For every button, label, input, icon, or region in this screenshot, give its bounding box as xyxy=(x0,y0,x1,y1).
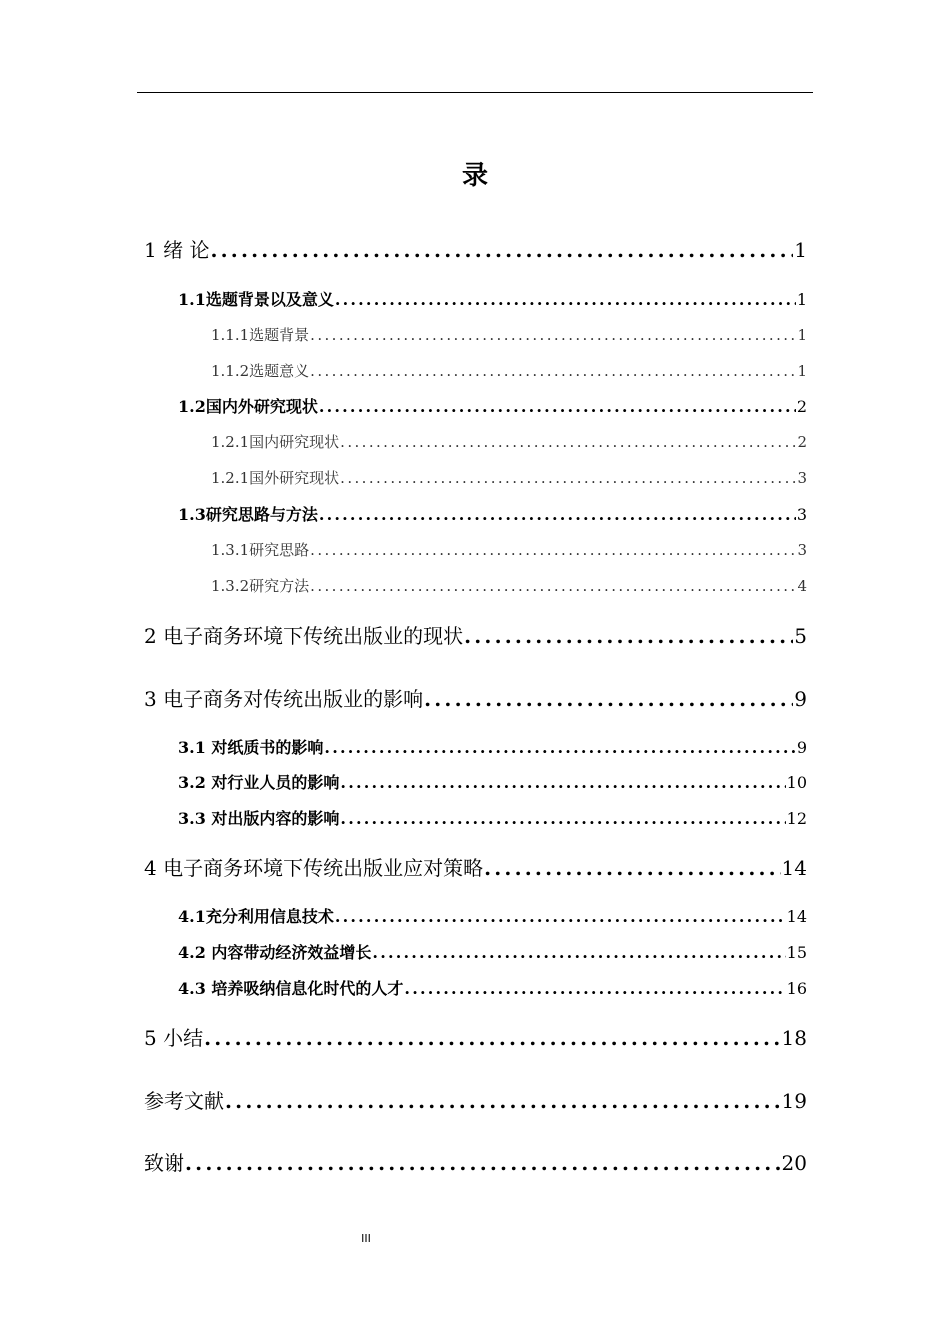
toc-page-number: 1 xyxy=(797,326,807,344)
toc-dot-leader xyxy=(225,1087,781,1115)
toc-dot-leader xyxy=(310,540,796,560)
toc-page-number: 1 xyxy=(794,238,807,262)
toc-entry-label: 4 电子商务环境下传统出版业应对策略 xyxy=(144,856,484,880)
toc-entry-level2[interactable] xyxy=(178,906,807,928)
toc-page-number: 1 xyxy=(796,290,807,309)
toc-entry-label: 参考文献 xyxy=(144,1089,224,1113)
page-number-footer: III xyxy=(361,1232,371,1245)
toc-entry-label: 致谢 xyxy=(144,1151,184,1175)
toc-entry-label: 1.2国内外研究现状 xyxy=(178,397,318,416)
toc-dot-leader xyxy=(484,854,780,882)
toc-entry-level3[interactable] xyxy=(211,576,807,596)
toc-entry-level1[interactable] xyxy=(144,854,807,882)
toc-page-number: 9 xyxy=(794,687,807,711)
toc-entry-label: 1.2.1国内研究现状 xyxy=(211,433,340,451)
toc-dot-leader xyxy=(310,325,796,345)
toc-page-number: 20 xyxy=(781,1151,807,1175)
toc-entry-label: 3.3 对出版内容的影响 xyxy=(178,809,340,828)
toc-dot-leader xyxy=(464,622,793,650)
toc-dot-leader xyxy=(404,978,785,1000)
toc-page-number: 15 xyxy=(786,943,807,962)
toc-entry-level1[interactable] xyxy=(144,1024,807,1052)
toc-entry-level3[interactable] xyxy=(211,468,807,488)
toc-dot-leader xyxy=(340,808,785,830)
toc-entry-level2[interactable] xyxy=(178,772,807,794)
toc-entry-label: 1.1.1选题背景 xyxy=(211,326,310,344)
toc-entry-label: 1.2.1国外研究现状 xyxy=(211,469,340,487)
toc-page-number: 12 xyxy=(786,809,807,828)
toc-entry-level3[interactable] xyxy=(211,432,807,452)
toc-page-number: 3 xyxy=(796,505,807,524)
toc-dot-leader xyxy=(185,1149,781,1177)
toc-entry-label: 4.1充分利用信息技术 xyxy=(178,907,334,926)
toc-dot-leader xyxy=(310,576,796,596)
toc-page-number: 16 xyxy=(786,979,807,998)
toc-dot-leader xyxy=(372,942,785,964)
toc-entry-level1[interactable] xyxy=(144,1087,807,1115)
toc-entry-level2[interactable] xyxy=(178,942,807,964)
toc-page-number: 3 xyxy=(797,469,807,487)
toc-dot-leader xyxy=(340,468,796,488)
toc-entry-label: 3 电子商务对传统出版业的影响 xyxy=(144,687,424,711)
toc-entry-level1[interactable] xyxy=(144,236,807,264)
toc-page-number: 14 xyxy=(781,856,807,880)
toc-entry-level2[interactable] xyxy=(178,978,807,1000)
toc-dot-leader xyxy=(335,906,786,928)
toc-dot-leader xyxy=(340,772,785,794)
toc-entry-label: 4.2 内容带动经济效益增长 xyxy=(178,943,372,962)
toc-page-number: 1 xyxy=(797,362,807,380)
toc-page-number: 9 xyxy=(796,738,807,757)
toc-entry-level2[interactable] xyxy=(178,504,807,526)
toc-entry-level1[interactable] xyxy=(144,1149,807,1177)
toc-dot-leader xyxy=(335,289,796,311)
toc-title: 录 xyxy=(461,161,488,191)
toc-entry-label: 1.3.2研究方法 xyxy=(211,577,310,595)
toc-dot-leader xyxy=(319,504,796,526)
toc-page-number: 19 xyxy=(781,1089,807,1113)
toc-dot-leader xyxy=(319,396,796,418)
toc-page-number: 5 xyxy=(794,624,807,648)
toc-entry-label: 1.3.1研究思路 xyxy=(211,541,310,559)
toc-entry-label: 5 小结 xyxy=(144,1026,204,1050)
toc-dot-leader xyxy=(340,432,796,452)
toc-entry-level3[interactable] xyxy=(211,540,807,560)
toc-entry-level2[interactable] xyxy=(178,737,807,759)
toc-entry-level1[interactable] xyxy=(144,622,807,650)
toc-entry-label: 2 电子商务环境下传统出版业的现状 xyxy=(144,624,464,648)
toc-entry-label: 1 绪 论 xyxy=(144,238,210,262)
toc-dot-leader xyxy=(324,737,795,759)
toc-entry-label: 4.3 培养吸纳信息化时代的人才 xyxy=(178,979,404,998)
toc-entry-level1[interactable] xyxy=(144,685,807,713)
toc-page-number: 4 xyxy=(797,577,807,595)
toc-entry-label: 3.1 对纸质书的影响 xyxy=(178,738,324,757)
toc-dot-leader xyxy=(424,685,793,713)
toc-entry-level2[interactable] xyxy=(178,808,807,830)
toc-entry-level2[interactable] xyxy=(178,396,807,418)
toc-page-number: 10 xyxy=(786,773,807,792)
toc-entry-level3[interactable] xyxy=(211,361,807,381)
toc-entry-label: 1.3研究思路与方法 xyxy=(178,505,318,524)
toc-entry-label: 1.1选题背景以及意义 xyxy=(178,290,334,309)
toc-dot-leader xyxy=(310,361,796,381)
toc-page-number: 2 xyxy=(796,397,807,416)
toc-page-number: 3 xyxy=(797,541,807,559)
toc-dot-leader xyxy=(204,1024,780,1052)
toc-page-number: 14 xyxy=(786,907,807,926)
toc-page-number: 18 xyxy=(781,1026,807,1050)
toc-entry-level2[interactable] xyxy=(178,289,807,311)
toc-entry-label: 1.1.2选题意义 xyxy=(211,362,310,380)
toc-page-number: 2 xyxy=(797,433,807,451)
toc-entry-level3[interactable] xyxy=(211,325,807,345)
toc-entry-label: 3.2 对行业人员的影响 xyxy=(178,773,340,792)
toc-dot-leader xyxy=(210,236,793,264)
